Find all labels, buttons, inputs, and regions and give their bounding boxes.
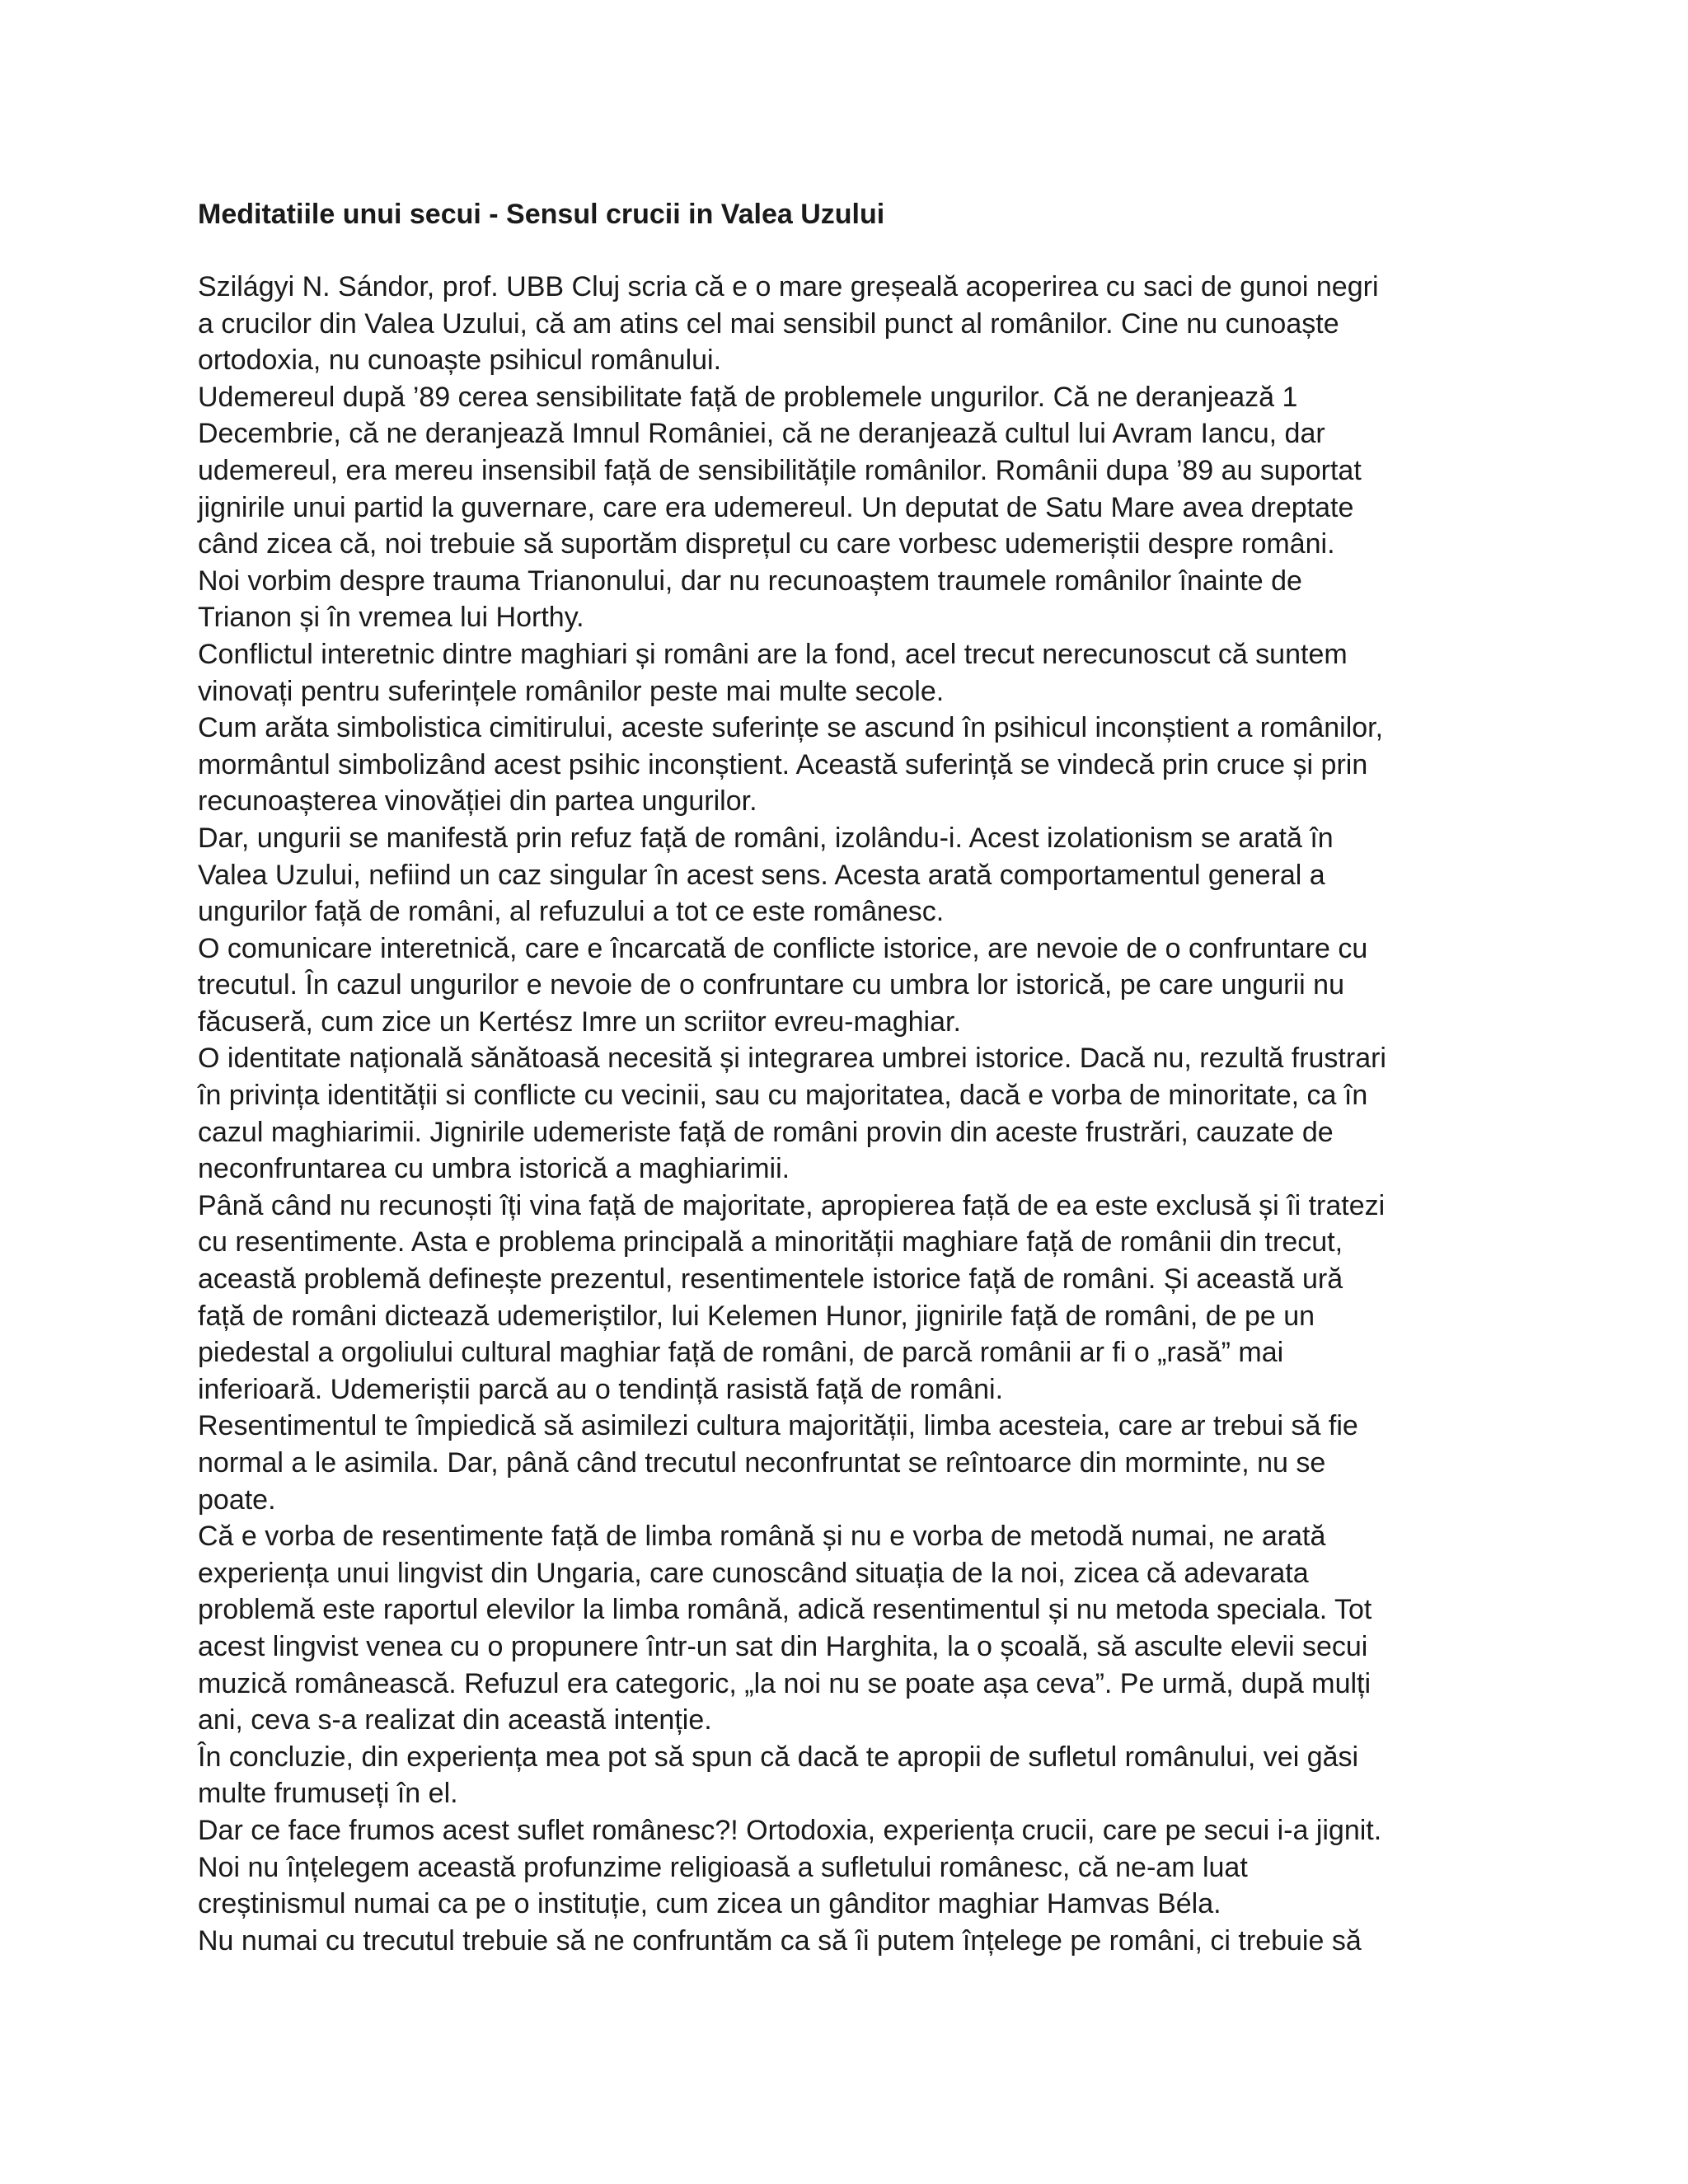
paragraph-11: În concluzie, din experiența mea pot să spun că dacă te apropii de sufletul românului, vei găsi multe frumuseți în el. xyxy=(198,1741,1359,1810)
paragraph-3: Conflictul interetnic dintre maghiari și români are la fond, acel trecut nerecunoscut că suntem vinovați pentru suferințele românilor peste mai multe secole. xyxy=(198,638,1348,707)
paragraph-12: Dar ce face frumos acest suflet românesc?! Ortodoxia, experiența crucii, care pe secui i-a jignit. Noi nu înțelegem această profunzime religioasă a sufletului românesc, că ne-am luat creștinismul numai ca pe o instituție, cum zicea un gânditor maghiar Hamvas Béla. xyxy=(198,1814,1382,1920)
paragraph-2: Udemereul după ’89 cerea sensibilitate față de problemele ungurilor. Că ne deranjează 1 Decembrie, că ne deranjează Imnul României, că ne deranjează cultul lui Avram Iancu, dar udemereul, era mereu insensibil față de sensibilitățile românilor. Românii dupa ’89 au suportat jignirile unui partid la guvernare, care era udemereul. Un deputat de Satu Mare avea dreptate când zicea că, noi trebuie să suportăm disprețul cu care vorbesc udemeriștii despre români. Noi vorbim despre trauma Trianonului, dar nu recunoaștem traumele românilor înainte de Trianon și în vremea lui Horthy. xyxy=(198,381,1362,634)
paragraph-8: Până când nu recunoști îți vina față de majoritate, apropierea față de ea este exclusă și îi tratezi cu resentimente. Asta e problema principală a minorității maghiare față de românii din trecut, această problemă definește prezentul, resentimentele istorice față de români. Și această ură față de români dictează udemeriștilor, lui Kelemen Hunor, jignirile față de români, de pe un piedestal a orgoliului cultural maghiar față de români, de parcă românii ar fi o „rasă” mai inferioară. Udemeriștii parcă au o tendință rasistă față de români. xyxy=(198,1189,1386,1405)
paragraph-13: Nu numai cu trecutul trebuie să ne confruntăm ca să îi putem înțelege pe români, ci trebuie să xyxy=(198,1924,1362,1957)
document-title: Meditatiile unui secui - Sensul crucii in Valea Uzului xyxy=(198,199,885,230)
paragraph-1: Szilágyi N. Sándor, prof. UBB Cluj scria că e o mare greșeală acoperirea cu saci de gunoi negri a crucilor din Valea Uzului, că am atins cel mai sensibil punct al românilor. Cine nu cunoaște ortodoxia, nu cunoaște psihicul românului. xyxy=(198,271,1379,377)
paragraph-4: Cum arăta simbolistica cimitirului, aceste suferințe se ascund în psihicul inconștient a românilor, mormântul simbolizând acest psihic inconștient. Această suferință se vindecă prin cruce și prin recunoașterea vinovăției din partea ungurilor. xyxy=(198,712,1384,818)
paragraph-6: O comunicare interetnică, care e încarcată de conflicte istorice, are nevoie de o confruntare cu trecutul. În cazul ungurilor e nevoie de o confruntare cu umbra lor istorică, pe care ungurii nu făcuseră, cum zice un Kertész Imre un scriitor evreu-maghiar. xyxy=(198,932,1368,1038)
paragraph-9: Resentimentul te împiedică să asimilezi cultura majorității, limba acesteia, care ar trebui să fie normal a le asimila. Dar, până când trecutul neconfruntat se reîntoarce din morminte, nu se poate. xyxy=(198,1410,1358,1516)
paragraph-5: Dar, ungurii se manifestă prin refuz față de români, izolându-i. Acest izolationism se arată în Valea Uzului, nefiind un caz singular în acest sens. Acesta arată comportamentul general a ungurilor față de români, al refuzului a tot ce este românesc. xyxy=(198,822,1334,928)
paragraph-7: O identitate națională sănătoasă necesită și integrarea umbrei istorice. Dacă nu, rezultă frustrari în privința identității si conflicte cu vecinii, sau cu majoritatea, dacă e vorba de minoritate, ca în cazul maghiarimii. Jignirile udemeriste față de români provin din aceste frustrări, cauzate de neconfruntarea cu umbra istorică a maghiarimii. xyxy=(198,1043,1386,1185)
document-body xyxy=(198,196,1492,1959)
paragraph-10: Că e vorba de resentimente față de limba română și nu e vorba de metodă numai, ne arată experiența unui lingvist din Ungaria, care cunoscând situația de la noi, zicea că adevarata problemă este raportul elevilor la limba română, adică resentimentul și nu metoda speciala. Tot acest lingvist venea cu o propunere într-un sat din Harghita, la o școală, să asculte elevii secui muzică românească. Refuzul era categoric, „la noi nu se poate așa ceva”. Pe urmă, după mulți ani, ceva s-a realizat din această intenție. xyxy=(198,1521,1372,1736)
